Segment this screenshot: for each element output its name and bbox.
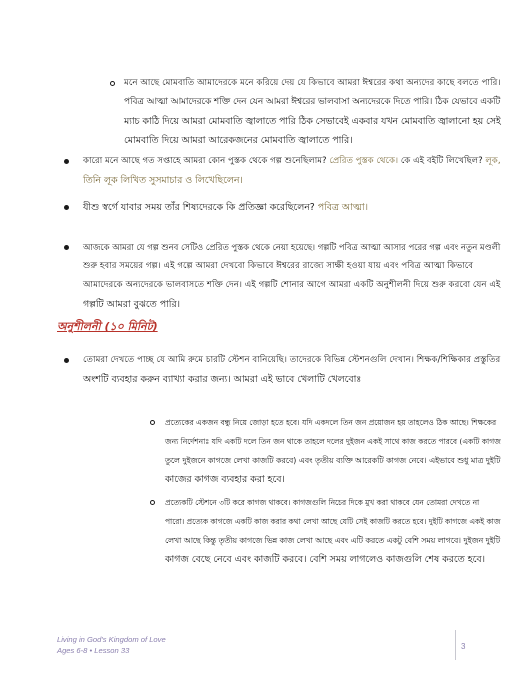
footer-subtitle: Ages 6-8 • Lesson 33	[57, 646, 130, 655]
question-text: যীশু স্বর্গে যাবার সময় তাঁর শিষ্যদেরকে কি প্রতিজ্ঞা করেছিলেন?	[83, 202, 315, 213]
book-question-paragraph	[83, 152, 501, 190]
cards-paragraph	[165, 493, 501, 569]
question-text: কে এই বইটি লিখেছিল?	[400, 156, 483, 166]
pairs-paragraph	[165, 413, 501, 489]
bullet-marker	[64, 205, 69, 210]
sub-bullet-marker	[150, 420, 155, 425]
text-line: আজকে আমরা যে গল্প শুনব সেটিও প্রেরিত পুস্তক থেকে নেয়া হয়েছে। গল্পটি পবিত্র আত্মা আসার পরের গল্প এবং নতুন মণ্ডলী	[83, 242, 501, 252]
sub-bullet-marker	[150, 500, 155, 505]
text-line: কাগজ বেছে নেবে এবং কাজটি করবে। বেশি সময় লাগলেও কাজগুলি শেষ করতে হবে।	[165, 554, 485, 565]
text-line: পবিত্র আত্মা আমাদেরকে শক্তি দেন যেন আমরা ঈশ্বরের ভালবাসা অন্যদেরকে দিতে পারি। ঠিক যেভাবে একটি	[124, 97, 501, 107]
promise-question-paragraph	[83, 198, 368, 217]
answer-text: তিনি লূক লিখিত সুসমাচার ও লিখেছিলেন।	[83, 175, 243, 186]
footer	[57, 634, 166, 656]
footer-divider	[455, 630, 456, 660]
exercise-heading: অনুশীলনী (১০ মিনিট)	[57, 320, 158, 333]
sub-bullet-marker	[110, 81, 115, 86]
text-line	[83, 152, 501, 171]
bullet-marker	[64, 159, 69, 164]
answer-text: লূক,	[482, 156, 501, 166]
text-line: প্রত্যেকের একজন বন্ধু নিয়ে জোড়া হতে হবে। যদি একদলে তিন জন প্রয়োজন হয় তাহলেও ঠিক আছে। শিক্ষকের	[165, 418, 497, 427]
question-text: কারো মনে আছে গত সপ্তাহে আমরা কোন পুস্তক থেকে গল্প শুনেছিলাম?	[83, 156, 327, 166]
text-line: কাজের কাগজ ব্যবহার করা হবে।	[165, 474, 285, 485]
text-line: পারো। প্রত্যেক কাগজে একটি কাজ করার কথা লেখা আছে যেটি সেই কাজটি করতে হবে। দুইটি কাগজে একই কাজ	[165, 517, 501, 526]
text-line: তোমরা দেখতে পাচ্ছ যে আমি রুমে চারটি স্টেশন বানিয়েছি। তাদেরকে বিভিন্ন স্টেশনগুলি দেখান। শিক্ষক/শিক্ষিকার প্রস্তুতির	[83, 355, 501, 365]
text-line	[83, 198, 368, 217]
text-line: লেখা আছে কিন্তু তৃতীয় কাগজে ভিন্ন কাজ লেখা আছে এবং এটি করতে একটু বেশি সময় লাগবে। দুইজন দুইটি	[165, 536, 501, 545]
text-line: অংশটি ব্যবহার করুন ব্যাখ্যা করার জন্য। আমরা এই ভাবে খেলাটি খেলবোঃ	[83, 374, 362, 385]
text-line: প্রত্যেকটি স্টেশনে ৩টি করে কাগজ থাকবে। কাগজগুলি নিচের দিকে মুখ করা থাকবে যেন তোমরা দেখতে না	[165, 498, 480, 507]
page-number: 3	[461, 642, 466, 651]
text-line: তুলে দুইজনে কাগজে লেখা কাজটি করবে) এবং তৃতীয় ব্যক্তি আরেকটি কাগজ নেবে। এইভাবে শুধু মাত্র দুইটি	[165, 456, 501, 465]
answer-text: পবিত্র আত্মা।	[314, 202, 368, 213]
text-line: গল্পটি আমরা বুঝতে পারি।	[83, 299, 180, 310]
text-line: মনে আছে মোমবাতি আমাদেরকে মনে করিয়ে দেয় যে কিভাবে আমরা ঈশ্বরের কথা অন্যদের কাছে বলতে পারি।	[124, 78, 501, 88]
text-line: শুরু হবার সময়ের গল্প। এই গল্পে আমরা দেখবো কিভাবে ঈশ্বরের রাজ্যে সাক্ষী হওয়া যায় এবং পবিত্র আত্মা কিভাবে	[83, 261, 474, 271]
bullet-marker	[64, 358, 69, 363]
text-line: আমাদেরকে অন্যদেরকে ভালবাসতে শক্তি দেন। এই গল্পটি শোনার আগে আমরা একটি অনুশীলনী দিয়ে শুরু করবো যেন এই	[83, 280, 501, 290]
answer-text: প্রেরিত পুস্তক থেকে।	[326, 156, 401, 166]
story-intro-paragraph	[83, 238, 500, 314]
candle-paragraph	[124, 74, 501, 150]
text-line: ম্যাচ কাঠি দিয়ে আমরা মোমবাতি জ্বালাতে পারি ঠিক সেভাবেই একবার যখন মোমবাতি জ্বালানো হয় সেই	[124, 116, 501, 127]
text-line: মোমবাতি দিয়ে আমরা আরেকজনের মোমবাতি জ্বালাতে পারি।	[124, 135, 353, 146]
bullet-marker	[64, 245, 69, 250]
stations-paragraph	[83, 351, 500, 389]
footer-title: Living in God's Kingdom of Love	[57, 635, 166, 644]
text-line: জন্য নির্দেশনাঃ যদি একটি দলে তিন জন থাকে তাহলে দলের দুইজন একই সাথে কাজ করতে পারবে (একটি কাগজ	[165, 437, 501, 446]
